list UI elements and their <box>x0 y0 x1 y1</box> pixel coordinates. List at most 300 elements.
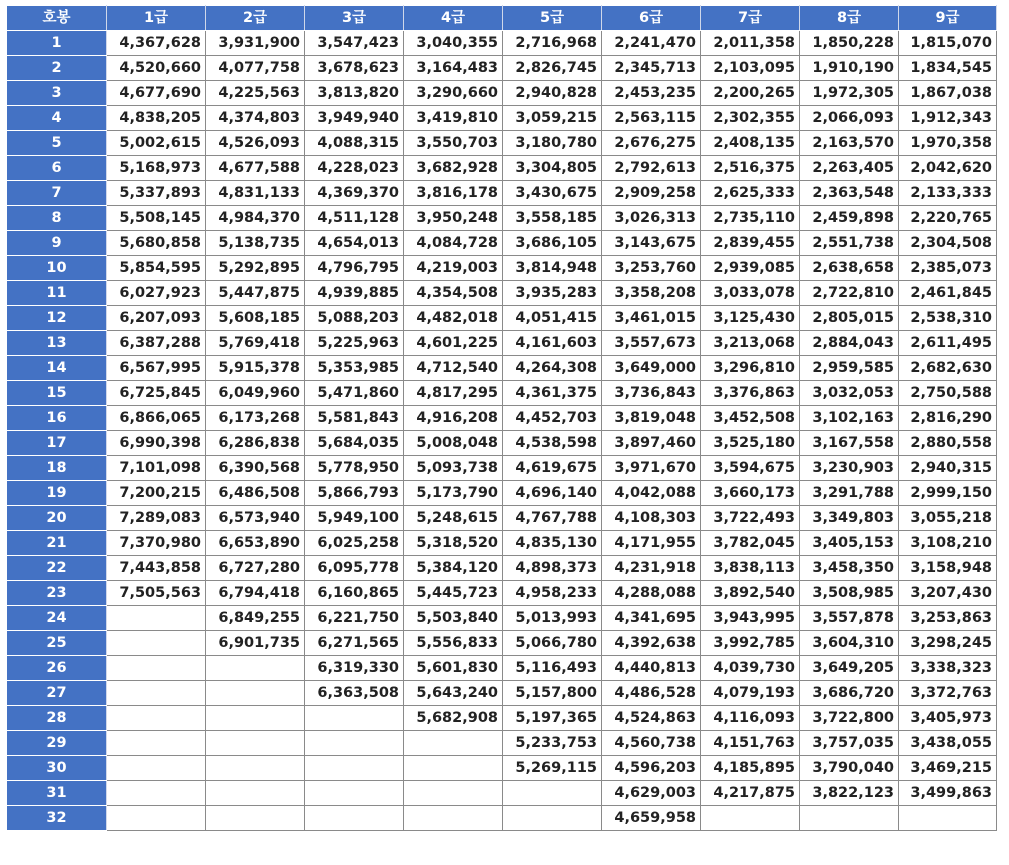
salary-cell: 4,051,415 <box>503 306 602 331</box>
salary-cell: 6,990,398 <box>107 431 206 456</box>
step-cell: 19 <box>7 481 107 506</box>
table-row <box>7 81 997 106</box>
salary-cell: 5,337,893 <box>107 181 206 206</box>
step-cell: 1 <box>7 31 107 56</box>
salary-cell: 2,103,095 <box>701 56 800 81</box>
salary-cell: 4,629,003 <box>602 781 701 806</box>
step-cell: 27 <box>7 681 107 706</box>
salary-cell: 4,526,093 <box>206 131 305 156</box>
salary-cell: 3,405,973 <box>899 706 997 731</box>
salary-cell: 5,269,115 <box>503 756 602 781</box>
salary-cell: 4,079,193 <box>701 681 800 706</box>
salary-cell: 2,805,015 <box>800 306 899 331</box>
table-row <box>7 406 997 431</box>
salary-cell: 3,033,078 <box>701 281 800 306</box>
salary-cell: 3,649,000 <box>602 356 701 381</box>
salary-cell: 4,796,795 <box>305 256 404 281</box>
salary-cell: 3,547,423 <box>305 31 404 56</box>
table-row <box>7 56 997 81</box>
salary-cell: 3,040,355 <box>404 31 503 56</box>
salary-cell: 3,943,995 <box>701 606 800 631</box>
salary-cell: 3,452,508 <box>701 406 800 431</box>
salary-cell: 3,499,863 <box>899 781 997 806</box>
salary-cell <box>404 806 503 831</box>
salary-cell: 4,108,303 <box>602 506 701 531</box>
salary-cell: 4,482,018 <box>404 306 503 331</box>
salary-cell: 4,185,895 <box>701 756 800 781</box>
salary-cell: 3,950,248 <box>404 206 503 231</box>
salary-cell <box>107 756 206 781</box>
salary-cell: 4,084,728 <box>404 231 503 256</box>
salary-cell: 2,538,310 <box>899 306 997 331</box>
salary-cell: 3,508,985 <box>800 581 899 606</box>
salary-cell: 4,217,875 <box>701 781 800 806</box>
salary-cell <box>206 656 305 681</box>
salary-cell <box>404 756 503 781</box>
salary-cell: 2,345,713 <box>602 56 701 81</box>
step-cell: 16 <box>7 406 107 431</box>
salary-cell: 4,817,295 <box>404 381 503 406</box>
salary-cell: 5,013,993 <box>503 606 602 631</box>
step-cell: 32 <box>7 806 107 831</box>
salary-cell: 6,173,268 <box>206 406 305 431</box>
salary-cell: 5,116,493 <box>503 656 602 681</box>
salary-cell: 3,604,310 <box>800 631 899 656</box>
salary-cell: 2,884,043 <box>800 331 899 356</box>
salary-cell: 3,026,313 <box>602 206 701 231</box>
salary-cell: 2,750,588 <box>899 381 997 406</box>
salary-cell <box>107 681 206 706</box>
salary-cell: 4,696,140 <box>503 481 602 506</box>
salary-cell: 5,684,035 <box>305 431 404 456</box>
salary-cell: 5,778,950 <box>305 456 404 481</box>
salary-cell: 3,757,035 <box>800 731 899 756</box>
salary-cell: 4,712,540 <box>404 356 503 381</box>
salary-cell: 4,835,130 <box>503 531 602 556</box>
salary-cell: 6,794,418 <box>206 581 305 606</box>
salary-cell: 6,027,923 <box>107 281 206 306</box>
salary-cell: 3,949,940 <box>305 106 404 131</box>
salary-cell: 3,458,350 <box>800 556 899 581</box>
salary-cell: 3,594,675 <box>701 456 800 481</box>
salary-cell: 2,563,115 <box>602 106 701 131</box>
salary-cell: 2,999,150 <box>899 481 997 506</box>
salary-cell: 3,372,763 <box>899 681 997 706</box>
salary-cell: 3,816,178 <box>404 181 503 206</box>
salary-cell: 5,445,723 <box>404 581 503 606</box>
header-grade-1: 1급 <box>107 6 206 31</box>
salary-cell: 5,915,378 <box>206 356 305 381</box>
salary-cell: 2,940,315 <box>899 456 997 481</box>
salary-cell: 3,376,863 <box>701 381 800 406</box>
salary-cell: 2,220,765 <box>899 206 997 231</box>
salary-cell: 3,349,803 <box>800 506 899 531</box>
salary-cell <box>404 781 503 806</box>
step-cell: 22 <box>7 556 107 581</box>
salary-cell: 4,767,788 <box>503 506 602 531</box>
salary-cell: 4,511,128 <box>305 206 404 231</box>
salary-cell: 3,358,208 <box>602 281 701 306</box>
salary-cell: 5,508,145 <box>107 206 206 231</box>
salary-cell: 3,125,430 <box>701 306 800 331</box>
table-row <box>7 206 997 231</box>
salary-cell <box>206 706 305 731</box>
salary-cell: 2,880,558 <box>899 431 997 456</box>
table-row <box>7 306 997 331</box>
salary-cell: 6,025,258 <box>305 531 404 556</box>
table-row <box>7 806 997 831</box>
table-row <box>7 331 997 356</box>
salary-cell: 5,353,985 <box>305 356 404 381</box>
salary-cell: 5,601,830 <box>404 656 503 681</box>
table-row <box>7 631 997 656</box>
salary-cell: 6,160,865 <box>305 581 404 606</box>
salary-cell: 3,304,805 <box>503 156 602 181</box>
step-cell: 26 <box>7 656 107 681</box>
header-step: 호봉 <box>7 6 107 31</box>
step-cell: 24 <box>7 606 107 631</box>
table-row <box>7 556 997 581</box>
salary-cell: 5,008,048 <box>404 431 503 456</box>
table-row <box>7 781 997 806</box>
salary-cell: 4,392,638 <box>602 631 701 656</box>
step-cell: 20 <box>7 506 107 531</box>
salary-cell: 3,813,820 <box>305 81 404 106</box>
step-cell: 11 <box>7 281 107 306</box>
salary-cell <box>107 706 206 731</box>
salary-cell: 3,722,800 <box>800 706 899 731</box>
step-cell: 3 <box>7 81 107 106</box>
salary-cell: 5,769,418 <box>206 331 305 356</box>
salary-cell: 3,290,660 <box>404 81 503 106</box>
salary-cell: 2,453,235 <box>602 81 701 106</box>
salary-cell: 6,207,093 <box>107 306 206 331</box>
salary-cell: 5,138,735 <box>206 231 305 256</box>
salary-cell: 5,866,793 <box>305 481 404 506</box>
header-grade-6: 6급 <box>602 6 701 31</box>
table-body <box>7 31 997 831</box>
salary-cell: 7,200,215 <box>107 481 206 506</box>
salary-cell: 4,452,703 <box>503 406 602 431</box>
salary-cell: 3,678,623 <box>305 56 404 81</box>
salary-cell: 7,443,858 <box>107 556 206 581</box>
salary-cell: 2,551,738 <box>800 231 899 256</box>
salary-cell: 5,225,963 <box>305 331 404 356</box>
salary-cell: 2,682,630 <box>899 356 997 381</box>
salary-cell: 2,959,585 <box>800 356 899 381</box>
salary-cell: 6,653,890 <box>206 531 305 556</box>
salary-cell: 2,638,658 <box>800 256 899 281</box>
salary-table-container <box>6 5 997 831</box>
salary-cell: 3,649,205 <box>800 656 899 681</box>
salary-cell: 4,520,660 <box>107 56 206 81</box>
salary-cell: 4,659,958 <box>602 806 701 831</box>
salary-cell: 4,361,375 <box>503 381 602 406</box>
salary-cell: 1,867,038 <box>899 81 997 106</box>
step-cell: 12 <box>7 306 107 331</box>
salary-cell: 6,363,508 <box>305 681 404 706</box>
salary-cell: 7,505,563 <box>107 581 206 606</box>
header-row <box>7 6 997 31</box>
salary-cell: 4,831,133 <box>206 181 305 206</box>
salary-cell: 5,556,833 <box>404 631 503 656</box>
table-row <box>7 381 997 406</box>
salary-cell <box>206 781 305 806</box>
salary-cell: 4,231,918 <box>602 556 701 581</box>
salary-cell: 5,088,203 <box>305 306 404 331</box>
salary-cell: 6,221,750 <box>305 606 404 631</box>
salary-cell: 5,002,615 <box>107 131 206 156</box>
salary-cell <box>107 806 206 831</box>
salary-cell <box>305 756 404 781</box>
salary-cell: 2,816,290 <box>899 406 997 431</box>
salary-cell: 3,253,863 <box>899 606 997 631</box>
salary-cell: 3,558,185 <box>503 206 602 231</box>
salary-cell: 3,550,703 <box>404 131 503 156</box>
salary-cell: 3,158,948 <box>899 556 997 581</box>
salary-cell <box>206 756 305 781</box>
salary-cell: 7,101,098 <box>107 456 206 481</box>
salary-cell: 4,151,763 <box>701 731 800 756</box>
salary-cell: 3,557,878 <box>800 606 899 631</box>
salary-cell: 5,093,738 <box>404 456 503 481</box>
header-grade-7: 7급 <box>701 6 800 31</box>
salary-cell: 5,248,615 <box>404 506 503 531</box>
step-cell: 18 <box>7 456 107 481</box>
salary-cell: 3,164,483 <box>404 56 503 81</box>
salary-cell: 4,560,738 <box>602 731 701 756</box>
salary-cell: 4,984,370 <box>206 206 305 231</box>
table-row <box>7 506 997 531</box>
salary-cell: 3,405,153 <box>800 531 899 556</box>
salary-cell: 3,686,720 <box>800 681 899 706</box>
salary-cell: 4,601,225 <box>404 331 503 356</box>
salary-cell: 5,384,120 <box>404 556 503 581</box>
header-grade-4: 4급 <box>404 6 503 31</box>
salary-cell: 6,390,568 <box>206 456 305 481</box>
table-row <box>7 581 997 606</box>
salary-cell: 3,213,068 <box>701 331 800 356</box>
salary-cell: 2,042,620 <box>899 156 997 181</box>
table-row <box>7 131 997 156</box>
salary-cell: 3,143,675 <box>602 231 701 256</box>
salary-cell: 5,318,520 <box>404 531 503 556</box>
salary-cell <box>701 806 800 831</box>
salary-cell: 2,011,358 <box>701 31 800 56</box>
salary-cell <box>107 656 206 681</box>
salary-cell: 1,970,358 <box>899 131 997 156</box>
salary-cell: 7,289,083 <box>107 506 206 531</box>
salary-cell: 3,298,245 <box>899 631 997 656</box>
salary-cell: 4,596,203 <box>602 756 701 781</box>
salary-cell: 2,363,548 <box>800 181 899 206</box>
salary-cell: 4,228,023 <box>305 156 404 181</box>
salary-cell: 2,909,258 <box>602 181 701 206</box>
salary-cell: 4,619,675 <box>503 456 602 481</box>
salary-cell: 5,643,240 <box>404 681 503 706</box>
salary-cell: 1,815,070 <box>899 31 997 56</box>
salary-cell: 2,302,355 <box>701 106 800 131</box>
salary-cell: 4,077,758 <box>206 56 305 81</box>
table-row <box>7 156 997 181</box>
salary-cell: 5,949,100 <box>305 506 404 531</box>
header-grade-5: 5급 <box>503 6 602 31</box>
salary-cell <box>404 731 503 756</box>
salary-cell: 5,682,908 <box>404 706 503 731</box>
salary-cell: 5,503,840 <box>404 606 503 631</box>
salary-cell: 3,296,810 <box>701 356 800 381</box>
salary-cell: 3,102,163 <box>800 406 899 431</box>
step-cell: 23 <box>7 581 107 606</box>
table-row <box>7 481 997 506</box>
header-grade-9: 9급 <box>899 6 997 31</box>
salary-cell: 5,680,858 <box>107 231 206 256</box>
salary-cell: 3,822,123 <box>800 781 899 806</box>
salary-cell: 2,385,073 <box>899 256 997 281</box>
step-cell: 2 <box>7 56 107 81</box>
salary-cell: 4,677,690 <box>107 81 206 106</box>
step-cell: 28 <box>7 706 107 731</box>
salary-cell: 5,581,843 <box>305 406 404 431</box>
salary-cell <box>305 706 404 731</box>
salary-cell <box>305 731 404 756</box>
salary-cell: 3,291,788 <box>800 481 899 506</box>
salary-cell: 2,304,508 <box>899 231 997 256</box>
header-grade-3: 3급 <box>305 6 404 31</box>
salary-cell <box>305 806 404 831</box>
table-row <box>7 281 997 306</box>
salary-cell: 5,854,595 <box>107 256 206 281</box>
salary-cell: 3,230,903 <box>800 456 899 481</box>
salary-cell: 4,369,370 <box>305 181 404 206</box>
salary-cell: 4,654,013 <box>305 231 404 256</box>
salary-cell <box>107 731 206 756</box>
salary-cell: 4,538,598 <box>503 431 602 456</box>
salary-cell: 4,677,588 <box>206 156 305 181</box>
salary-cell: 3,931,900 <box>206 31 305 56</box>
salary-cell: 3,419,810 <box>404 106 503 131</box>
table-row <box>7 431 997 456</box>
table-row <box>7 181 997 206</box>
salary-cell: 6,049,960 <box>206 381 305 406</box>
salary-cell: 3,892,540 <box>701 581 800 606</box>
step-cell: 6 <box>7 156 107 181</box>
salary-cell: 2,611,495 <box>899 331 997 356</box>
step-cell: 10 <box>7 256 107 281</box>
salary-cell: 2,408,135 <box>701 131 800 156</box>
table-row <box>7 456 997 481</box>
salary-cell: 3,438,055 <box>899 731 997 756</box>
salary-cell: 6,271,565 <box>305 631 404 656</box>
salary-cell: 3,253,760 <box>602 256 701 281</box>
salary-cell: 2,735,110 <box>701 206 800 231</box>
salary-cell: 4,898,373 <box>503 556 602 581</box>
salary-cell <box>503 781 602 806</box>
salary-cell: 4,042,088 <box>602 481 701 506</box>
salary-cell: 5,173,790 <box>404 481 503 506</box>
salary-cell: 3,897,460 <box>602 431 701 456</box>
salary-cell: 4,354,508 <box>404 281 503 306</box>
step-cell: 29 <box>7 731 107 756</box>
salary-cell <box>305 781 404 806</box>
salary-cell: 3,682,928 <box>404 156 503 181</box>
table-row <box>7 356 997 381</box>
salary-cell: 2,676,275 <box>602 131 701 156</box>
table-row <box>7 756 997 781</box>
salary-cell <box>899 806 997 831</box>
step-cell: 17 <box>7 431 107 456</box>
salary-cell: 2,066,093 <box>800 106 899 131</box>
salary-cell: 3,819,048 <box>602 406 701 431</box>
table-row <box>7 256 997 281</box>
salary-cell: 5,066,780 <box>503 631 602 656</box>
salary-cell: 6,387,288 <box>107 331 206 356</box>
salary-cell: 2,625,333 <box>701 181 800 206</box>
salary-cell: 4,341,695 <box>602 606 701 631</box>
header-grade-8: 8급 <box>800 6 899 31</box>
salary-cell: 4,838,205 <box>107 106 206 131</box>
salary-cell: 3,782,045 <box>701 531 800 556</box>
salary-cell: 6,486,508 <box>206 481 305 506</box>
table-row <box>7 706 997 731</box>
table-row <box>7 31 997 56</box>
step-cell: 14 <box>7 356 107 381</box>
salary-cell: 2,133,333 <box>899 181 997 206</box>
salary-cell: 6,901,735 <box>206 631 305 656</box>
salary-cell: 7,370,980 <box>107 531 206 556</box>
salary-cell: 4,288,088 <box>602 581 701 606</box>
salary-cell <box>206 806 305 831</box>
salary-cell: 3,207,430 <box>899 581 997 606</box>
salary-cell: 3,430,675 <box>503 181 602 206</box>
salary-cell: 2,263,405 <box>800 156 899 181</box>
salary-step-table <box>6 5 997 831</box>
salary-cell: 4,374,803 <box>206 106 305 131</box>
salary-cell <box>800 806 899 831</box>
salary-cell: 3,790,040 <box>800 756 899 781</box>
salary-cell: 3,059,215 <box>503 106 602 131</box>
salary-cell: 6,567,995 <box>107 356 206 381</box>
salary-cell: 6,319,330 <box>305 656 404 681</box>
salary-cell: 3,461,015 <box>602 306 701 331</box>
step-cell: 5 <box>7 131 107 156</box>
salary-cell: 1,910,190 <box>800 56 899 81</box>
salary-cell: 3,686,105 <box>503 231 602 256</box>
table-row <box>7 531 997 556</box>
step-cell: 9 <box>7 231 107 256</box>
salary-cell: 3,660,173 <box>701 481 800 506</box>
salary-cell: 3,032,053 <box>800 381 899 406</box>
salary-cell: 1,834,545 <box>899 56 997 81</box>
salary-cell: 3,167,558 <box>800 431 899 456</box>
salary-cell: 6,286,838 <box>206 431 305 456</box>
salary-cell <box>206 681 305 706</box>
step-cell: 4 <box>7 106 107 131</box>
step-cell: 21 <box>7 531 107 556</box>
salary-cell: 3,338,323 <box>899 656 997 681</box>
salary-cell: 5,447,875 <box>206 281 305 306</box>
table-row <box>7 681 997 706</box>
salary-cell: 2,200,265 <box>701 81 800 106</box>
salary-cell: 2,722,810 <box>800 281 899 306</box>
salary-cell: 5,471,860 <box>305 381 404 406</box>
salary-cell: 1,912,343 <box>899 106 997 131</box>
salary-cell: 6,866,065 <box>107 406 206 431</box>
salary-cell: 4,486,528 <box>602 681 701 706</box>
step-cell: 13 <box>7 331 107 356</box>
salary-cell: 4,161,603 <box>503 331 602 356</box>
salary-cell: 6,095,778 <box>305 556 404 581</box>
